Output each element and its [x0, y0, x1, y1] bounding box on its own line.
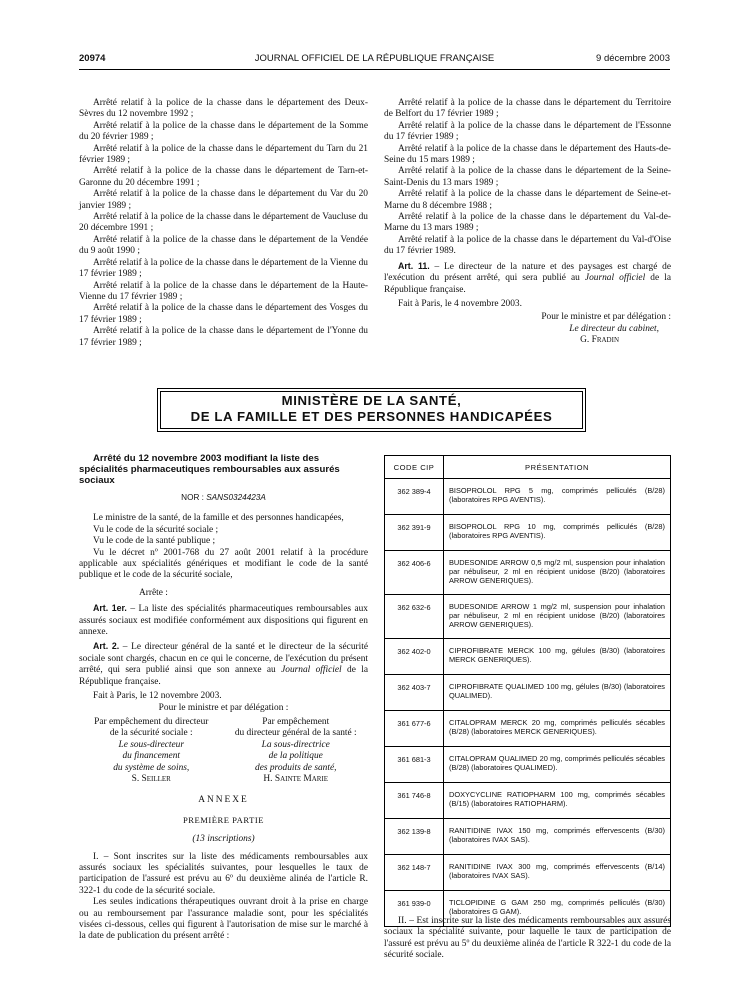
journal-title: JOURNAL OFFICIEL DE LA RÉPUBLIQUE FRANÇAISE: [254, 53, 495, 64]
table-row: [385, 551, 671, 595]
signatory-name: H. Sainte Marie: [263, 773, 329, 784]
article-text: de la République française.: [384, 273, 671, 295]
signature-line: Le sous-directeur: [118, 739, 185, 750]
paragraph: Vu le code de la sécurité sociale ;: [93, 524, 219, 535]
table-row: [385, 855, 671, 891]
paragraph: Arrêté relatif à la police de la chasse dans le département de la Seine-Saint-Denis du 13 mars 1989 ;: [384, 166, 671, 188]
nor-code: SANS0324423A: [206, 493, 266, 502]
paragraph: Arrêté relatif à la police de la chasse dans le département de la Vienne du 17 février 1989 ;: [79, 257, 368, 280]
paragraph: Arrêté relatif à la police de la chasse dans le département de Seine-et-Marne du 8 décembre 1988 ;: [384, 189, 671, 211]
paragraph: Vu le décret nº 2001-768 du 27 août 2001 relatif à la procédure applicable aux spécialités génériques et modifiant le code de la santé publique et le code de la sécurité sociale,: [79, 547, 368, 581]
table-row: [385, 783, 671, 819]
part-two-paragraph: [384, 916, 671, 962]
ministry-line: DE LA FAMILLE ET DES PERSONNES HANDICAPÉES: [190, 409, 553, 424]
paragraph: Arrêté relatif à la police de la chasse dans le département des Deux-Sèvres du 12 novembre 1992 ;: [79, 98, 368, 120]
signature-line: des produits de santé,: [255, 762, 337, 773]
paragraph: Arrêté relatif à la police de la chasse dans le département de la Haute-Vienne du 17 février 1989 ;: [79, 280, 368, 302]
signature-line: du système de soins,: [113, 762, 190, 773]
cip-code: 362 402-0: [385, 639, 444, 675]
cip-code: 362 406-6: [385, 551, 444, 595]
signature-line: Par empêchement du directeur: [94, 716, 209, 727]
article-11: [384, 261, 671, 296]
page-number: 20974: [79, 53, 106, 64]
presentation: DOXYCYCLINE RATIOPHARM 100 mg, comprimés sécables (B/15) (laboratoires RATIOPHARM).: [444, 783, 671, 819]
cip-code: 362 389-4: [385, 479, 444, 515]
article-2: [79, 641, 368, 688]
cip-code: 362 632-6: [385, 595, 444, 639]
done-at: Fait à Paris, le 12 novembre 2003.: [93, 691, 222, 702]
paragraph: Arrêté relatif à la police de la chasse dans le département de l'Yonne du 17 février 1989 ;: [79, 326, 368, 348]
paragraph: Arrêté relatif à la police de la chasse dans le département du Tarn du 21 février 1989 ;: [79, 143, 368, 166]
column-header-code: CODE CIP: [385, 456, 444, 479]
presentation: CITALOPRAM MERCK 20 mg, comprimés pelliculés sécables (B/28) (laboratoires MERCK GENERIQUES).: [444, 711, 671, 747]
table-row: [385, 819, 671, 855]
paragraph: Arrêté relatif à la police de la chasse dans le département de la Vendée du 9 août 1990 ;: [79, 234, 368, 257]
column-header-presentation: PRÉSENTATION: [444, 456, 671, 479]
presentation: BISOPROLOL RPG 10 mg, comprimés pelliculés (B/28) (laboratoires RPG AVENTIS).: [444, 515, 671, 551]
paragraph: Arrêté relatif à la police de la chasse dans le département du Var du 20 janvier 1989 ;: [79, 189, 368, 211]
decree-title: Arrêté du 12 novembre 2003 modifiant la liste des spécialités pharmaceutiques remboursables aux assurés sociaux: [79, 453, 340, 486]
cip-code: 362 403-7: [385, 675, 444, 711]
cip-code: 361 681-3: [385, 747, 444, 783]
signature-line: du financement: [122, 751, 181, 762]
paragraph: Arrêté relatif à la police de la chasse dans le département des Hauts-de-Seine du 15 mars 1989 ;: [384, 143, 671, 166]
top-right-column: [384, 98, 671, 347]
cip-code: 361 746-8: [385, 783, 444, 819]
signature-line: de la politique: [268, 751, 323, 762]
signature-line: Pour le ministre et par délégation :: [541, 312, 671, 323]
ministry-heading: [160, 391, 583, 429]
paragraph: II. – Est inscrite sur la liste des médicaments remboursables aux assurés sociaux la spécialité suivante, pour laquelle le taux de participation de l'assuré est prévu au 5º du deuxième alinéa de l'article R 322-1 du code de la sécurité sociale.: [384, 916, 671, 961]
presentation: RANITIDINE IVAX 300 mg, comprimés effervescents (B/14) (laboratoires IVAX SAS).: [444, 855, 671, 891]
arrete-label: Arrête :: [139, 587, 168, 598]
annex-heading: ANNEXE: [198, 795, 249, 806]
running-header: [79, 53, 670, 67]
paragraph: Les seules indications thérapeutiques ouvrant droit à la prise en charge ou au remboursement par l'assurance maladie sont, pour les spécialités visées ci-dessous, celles qui figurent à l'autorisation de mise sur le marché à la date de publication du présent arrêté :: [79, 897, 368, 942]
table-row: [385, 747, 671, 783]
cip-code: 362 391-9: [385, 515, 444, 551]
issue-date: 9 décembre 2003: [596, 53, 670, 64]
cip-code: 362 148-7: [385, 855, 444, 891]
signature-block: [384, 312, 671, 346]
signature-line: La sous-directrice: [261, 739, 330, 750]
journal-name: Journal officiel: [584, 273, 646, 284]
signature-line: du directeur général de la santé :: [234, 728, 357, 739]
paragraph: Arrêté relatif à la police de la chasse dans le département des Vosges du 17 février 1989 ;: [79, 303, 368, 325]
cip-code: 361 677-6: [385, 711, 444, 747]
nor-label: NOR :: [181, 493, 207, 502]
presentation: CITALOPRAM QUALIMED 20 mg, comprimés pelliculés sécables (B/28) (laboratoires QUALIMED).: [444, 747, 671, 783]
presentation: BUDESONIDE ARROW 1 mg/2 ml, suspension pour inhalation par nébuliseur, 2 ml en récipient unidose (B/20) (laboratoires ARROW GENERIQUES).: [444, 595, 671, 639]
table-row: [385, 675, 671, 711]
cip-code: 362 139-8: [385, 819, 444, 855]
table-row: [385, 479, 671, 515]
article-text: de la République française.: [79, 665, 368, 687]
header-rule: [79, 69, 670, 70]
presentation: TICLOPIDINE G GAM 250 mg, comprimés pelliculés (B/30) (laboratoires G GAM).: [444, 891, 671, 927]
delegation-line: Pour le ministre et par délégation :: [158, 702, 289, 713]
paragraph: Arrêté relatif à la police de la chasse dans le département du Val-de-Marne du 13 mars 1989 ;: [384, 212, 671, 234]
paragraph: Arrêté relatif à la police de la chasse dans le département du Territoire de Belfort du 17 février 1989 ;: [384, 98, 671, 120]
presentation: BISOPROLOL RPG 5 mg, comprimés pelliculés (B/28) (laboratoires RPG AVENTIS).: [444, 479, 671, 515]
article-1: [79, 603, 368, 638]
signature-line: de la sécurité sociale :: [109, 728, 193, 739]
presentation: CIPROFIBRATE QUALIMED 100 mg, gélules (B/30) (laboratoires QUALIMED).: [444, 675, 671, 711]
ministry-line: MINISTÈRE DE LA SANTÉ,: [281, 393, 462, 408]
signature-title: Le directeur du cabinet,: [569, 323, 659, 334]
article-text: – Le directeur de la nature et des paysages est chargé de l'exécution du présent arrêté, qui sera publié au: [384, 261, 671, 284]
article-text: – La liste des spécialités pharmaceutiques remboursables aux assurés sociaux est modifiée conformément aux dispositions qui figurent en annexe.: [79, 604, 368, 638]
paragraph: Arrêté relatif à la police de la chasse dans le département de la Somme du 20 février 1989 ;: [79, 120, 368, 143]
paragraph: I. – Sont inscrites sur la liste des médicaments remboursables aux assurés sociaux les spécialités suivantes, pour lesquelles le taux de participation de l'assuré est prévu au 6º du deuxième alinéa de l'article R. 322-1 du code de la sécurité sociale.: [79, 851, 368, 896]
presentation: RANITIDINE IVAX 150 mg, comprimés effervescents (B/30) (laboratoires IVAX SAS).: [444, 819, 671, 855]
article-label: Art. 2.: [93, 641, 120, 652]
table-row: [385, 515, 671, 551]
signatory-name: S. Seiller: [131, 773, 171, 784]
journal-name: Journal officiel: [281, 665, 342, 676]
signatory-name: G. Fradin: [580, 335, 619, 346]
paragraph: Arrêté relatif à la police de la chasse dans le département de l'Essonne du 17 février 1989 ;: [384, 120, 671, 143]
table-row: [385, 595, 671, 639]
article-text: – Le directeur général de la santé et le directeur de la sécurité sociale sont chargés, chacun en ce qui le concerne, de l'exécution du présent arrêté, qui sera publié ainsi que son annexe au: [79, 642, 368, 676]
paragraph: Le ministre de la santé, de la famille et des personnes handicapées,: [93, 513, 344, 524]
table-row: [385, 639, 671, 675]
article-label: Art. 1er.: [93, 603, 127, 614]
paragraph: Arrêté relatif à la police de la chasse dans le département du Val-d'Oise du 17 février 1989.: [384, 234, 671, 257]
presentation: BUDESONIDE ARROW 0,5 mg/2 ml, suspension pour inhalation par nébuliseur, 2 ml en récipient unidose (B/20) (laboratoires ARROW GENERIQUES).: [444, 551, 671, 595]
cip-code: 361 939-0: [385, 891, 444, 927]
presentation: CIPROFIBRATE MERCK 100 mg, gélules (B/30) (laboratoires MERCK GENERIQUES).: [444, 639, 671, 675]
nor-reference: [79, 492, 368, 503]
part-heading: PREMIÈRE PARTIE: [183, 814, 264, 825]
signature-left: [79, 717, 224, 785]
paragraph: Vu le code de la santé publique ;: [93, 536, 216, 547]
article-label: Art. 11.: [398, 260, 430, 271]
paragraph: Arrêté relatif à la police de la chasse dans le département de Tarn-et-Garonne du 20 décembre 1991 ;: [79, 166, 368, 188]
top-left-column: [79, 98, 368, 349]
paragraph: Arrêté relatif à la police de la chasse dans le département de Vaucluse du 20 décembre 1991 ;: [79, 212, 368, 234]
table-header-row: [385, 456, 671, 479]
signatures: [79, 717, 368, 785]
signature-right: [224, 717, 369, 785]
decree-column: [79, 453, 368, 943]
inscriptions-count: (13 inscriptions): [192, 834, 255, 845]
table-row: [385, 711, 671, 747]
done-at: Fait à Paris, le 4 novembre 2003.: [398, 298, 522, 309]
signature-line: Par empêchement: [262, 716, 330, 727]
medicines-table: [384, 455, 671, 927]
